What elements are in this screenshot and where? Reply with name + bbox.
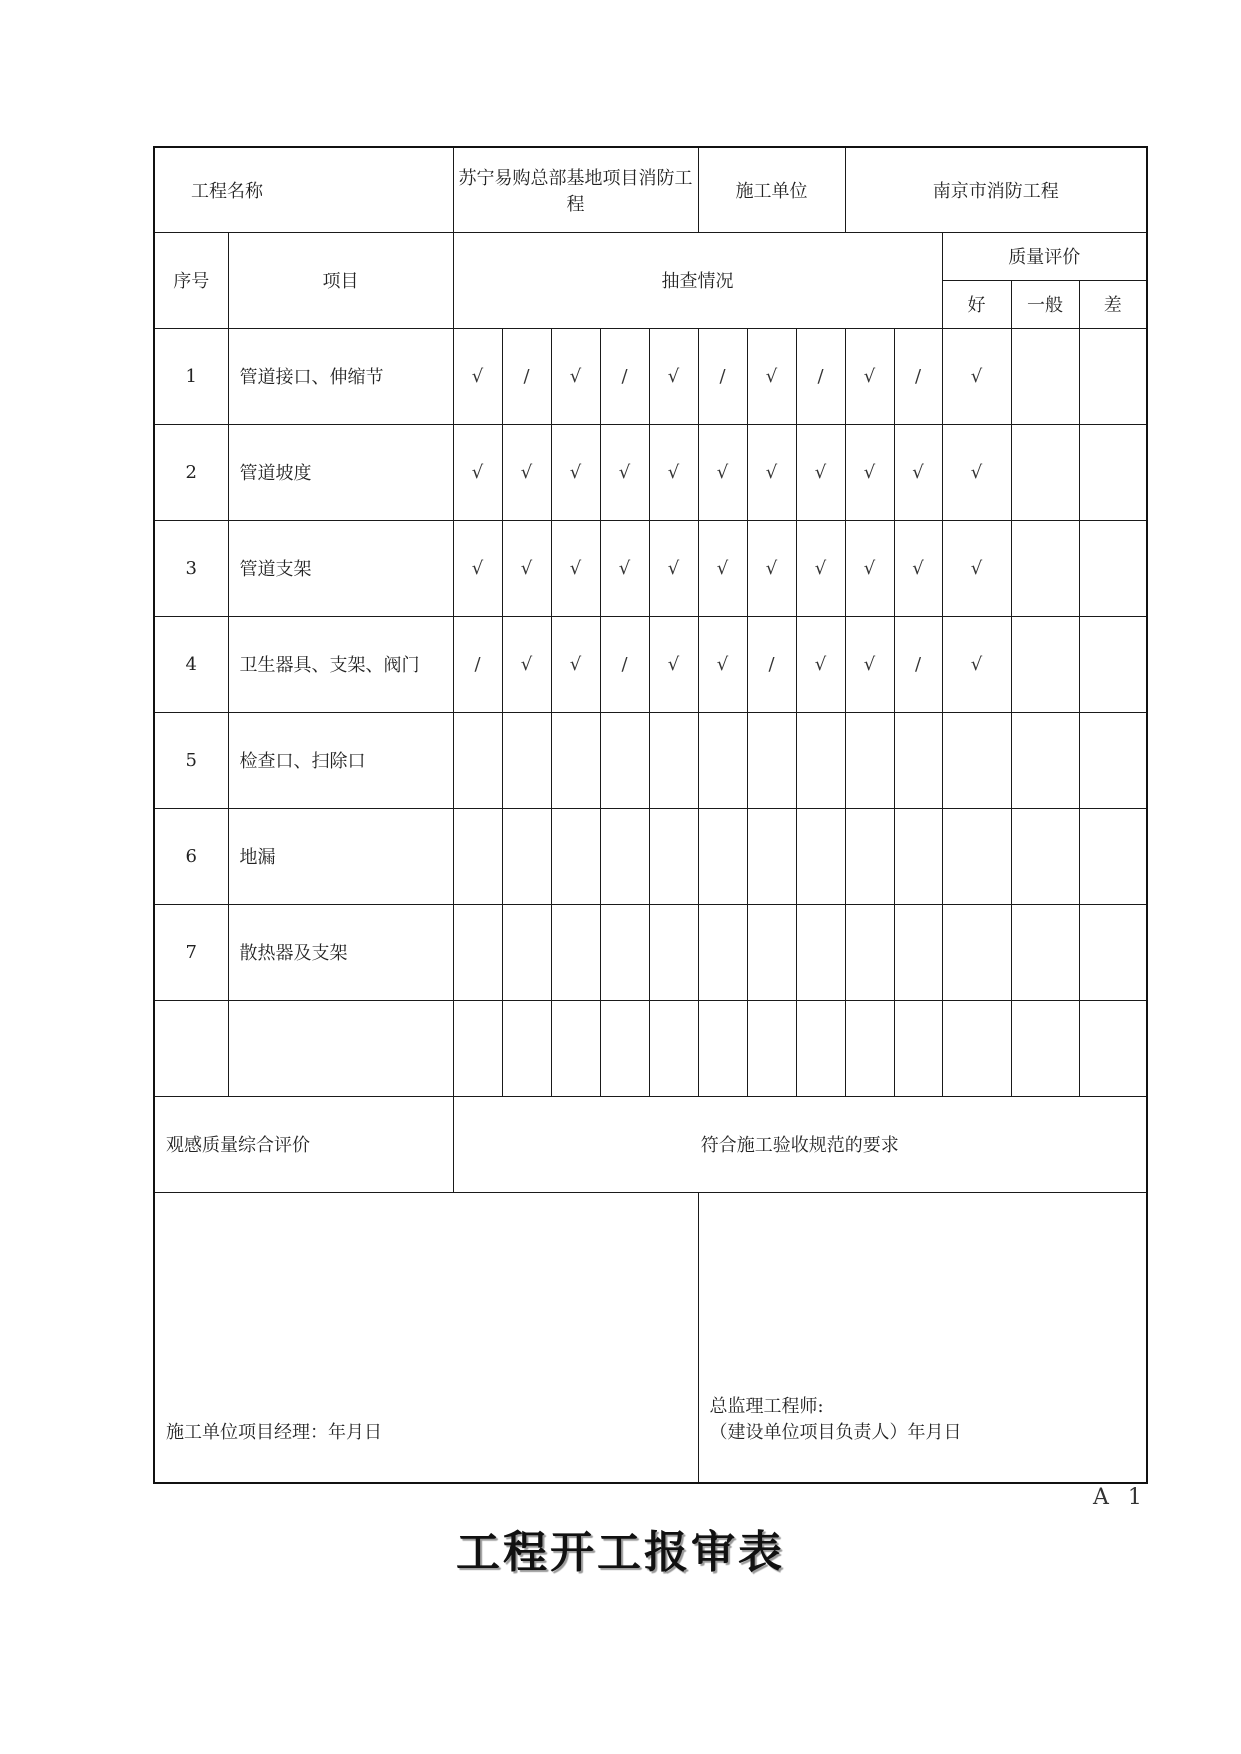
row-item-name: 管道接口、伸缩节 [228,328,453,424]
inspection-mark: / [600,616,649,712]
quality-good-mark [942,904,1011,1000]
inspection-mark: √ [551,424,600,520]
inspection-mark [551,904,600,1000]
row-number: 1 [154,328,228,424]
col-item-header: 项目 [228,232,453,328]
inspection-form-table [153,146,1148,1484]
inspection-mark: √ [698,520,747,616]
inspection-mark: / [796,328,845,424]
row-item-name: 管道坡度 [228,424,453,520]
table-row [154,616,1147,712]
inspection-mark: √ [649,616,698,712]
inspection-mark: √ [796,616,845,712]
next-form-title: 工程开工报审表 [456,1527,785,1578]
col-good-header: 好 [942,280,1011,328]
quality-poor-mark [1079,616,1147,712]
inspection-mark [698,712,747,808]
inspection-mark: √ [453,520,502,616]
inspection-mark [845,904,894,1000]
inspection-mark [551,808,600,904]
inspection-mark [453,808,502,904]
inspection-mark: √ [649,424,698,520]
inspection-mark: √ [600,424,649,520]
quality-poor-mark [1079,904,1147,1000]
project-name-label: 工程名称 [154,147,453,232]
contractor-value: 南京市消防工程 [845,147,1147,232]
quality-good-mark [942,712,1011,808]
inspection-mark [649,712,698,808]
inspection-mark [747,712,796,808]
inspection-mark: √ [502,424,551,520]
inspection-mark: / [698,328,747,424]
inspection-mark: √ [551,520,600,616]
quality-average-mark [1011,904,1079,1000]
inspection-mark [894,808,942,904]
table-row [154,520,1147,616]
inspection-mark [845,1000,894,1096]
inspection-mark: √ [845,616,894,712]
inspection-mark: √ [649,328,698,424]
row-item-name: 管道支架 [228,520,453,616]
inspection-mark [453,712,502,808]
inspection-mark [894,1000,942,1096]
signature-row [154,1192,1147,1483]
inspection-mark [698,808,747,904]
contractor-signature-block [166,1420,382,1446]
inspection-mark [649,1000,698,1096]
inspection-mark: / [894,616,942,712]
inspection-mark: √ [747,520,796,616]
inspection-mark: √ [747,328,796,424]
quality-average-mark [1011,616,1079,712]
row-number: 2 [154,424,228,520]
inspection-mark [796,1000,845,1096]
owner-rep-sign-text: （建设单位项目负责人）年月日 [709,1422,962,1443]
table-row [154,904,1147,1000]
quality-good-mark: √ [942,328,1011,424]
row-number: 5 [154,712,228,808]
inspection-mark: √ [453,424,502,520]
contractor-signature-cell [154,1192,698,1483]
inspection-mark [453,904,502,1000]
quality-poor-mark [1079,328,1147,424]
row-number: 3 [154,520,228,616]
overall-label: 观感质量综合评价 [154,1096,453,1192]
quality-average-mark [1011,520,1079,616]
inspection-mark [747,1000,796,1096]
inspection-mark [698,904,747,1000]
inspection-mark [649,904,698,1000]
inspection-mark: √ [845,328,894,424]
header-row [154,147,1147,232]
inspection-mark: / [747,616,796,712]
supervisor-signature-cell [698,1192,1147,1483]
supervisor-signature-block [710,1394,962,1446]
inspection-mark: √ [845,424,894,520]
table-row [154,424,1147,520]
col-seq-header: 序号 [154,232,228,328]
row-item-name: 卫生器具、支架、阀门 [228,616,453,712]
inspection-mark [747,904,796,1000]
inspection-mark: / [502,328,551,424]
inspection-mark [747,808,796,904]
inspection-mark [845,808,894,904]
inspection-mark [551,712,600,808]
table-row [154,328,1147,424]
row-number: 7 [154,904,228,1000]
project-name-value: 苏宁易购总部基地项目消防工程 [453,147,698,232]
table-row [154,712,1147,808]
inspection-mark: √ [551,328,600,424]
inspection-mark: √ [796,424,845,520]
quality-average-mark [1011,328,1079,424]
row-item-name [228,1000,453,1096]
contractor-label: 施工单位 [698,147,845,232]
inspection-mark [502,904,551,1000]
row-number: 4 [154,616,228,712]
inspection-mark: √ [796,520,845,616]
inspection-mark [453,1000,502,1096]
inspection-mark: √ [502,520,551,616]
quality-good-mark [942,1000,1011,1096]
inspection-mark [649,808,698,904]
overall-value: 符合施工验收规范的要求 [453,1096,1147,1192]
col-quality-header: 质量评价 [942,232,1147,280]
inspection-mark: √ [502,616,551,712]
inspection-mark [796,904,845,1000]
inspection-mark: √ [453,328,502,424]
inspection-mark [600,1000,649,1096]
row-number: 6 [154,808,228,904]
row-item-name: 散热器及支架 [228,904,453,1000]
inspection-mark: / [894,328,942,424]
col-inspection-header: 抽查情况 [453,232,942,328]
inspection-mark: / [453,616,502,712]
inspection-mark: √ [894,520,942,616]
inspection-mark [600,808,649,904]
quality-poor-mark [1079,424,1147,520]
inspection-mark: √ [747,424,796,520]
quality-good-mark: √ [942,616,1011,712]
quality-poor-mark [1079,1000,1147,1096]
inspection-mark [845,712,894,808]
contractor-manager-sign-text: 施工单位项目经理：年月日 [166,1422,382,1443]
quality-good-mark [942,808,1011,904]
inspection-mark [502,808,551,904]
inspection-mark [894,904,942,1000]
quality-average-mark [1011,424,1079,520]
inspection-mark [600,712,649,808]
quality-poor-mark [1079,808,1147,904]
quality-poor-mark [1079,520,1147,616]
inspection-mark: √ [551,616,600,712]
table-row [154,1000,1147,1096]
chief-supervisor-sign-text: 总监理工程师: [709,1396,824,1417]
quality-poor-mark [1079,712,1147,808]
inspection-mark: √ [845,520,894,616]
inspection-mark [894,712,942,808]
overall-row [154,1096,1147,1192]
form-code: A 1 [1093,1485,1148,1510]
col-average-header: 一般 [1011,280,1079,328]
row-item-name: 地漏 [228,808,453,904]
quality-average-mark [1011,1000,1079,1096]
col-poor-header: 差 [1079,280,1147,328]
inspection-mark: √ [698,616,747,712]
inspection-mark [796,808,845,904]
inspection-mark: √ [649,520,698,616]
inspection-mark: / [600,328,649,424]
inspection-mark: √ [894,424,942,520]
inspection-mark [502,712,551,808]
inspection-mark: √ [600,520,649,616]
row-item-name: 检查口、扫除口 [228,712,453,808]
inspection-mark [551,1000,600,1096]
table-row [154,808,1147,904]
quality-average-mark [1011,808,1079,904]
quality-good-mark: √ [942,424,1011,520]
inspection-mark [502,1000,551,1096]
inspection-mark: √ [698,424,747,520]
quality-good-mark: √ [942,520,1011,616]
inspection-mark [698,1000,747,1096]
inspection-mark [796,712,845,808]
quality-average-mark [1011,712,1079,808]
column-header-row [154,232,1147,280]
row-number [154,1000,228,1096]
inspection-mark [600,904,649,1000]
